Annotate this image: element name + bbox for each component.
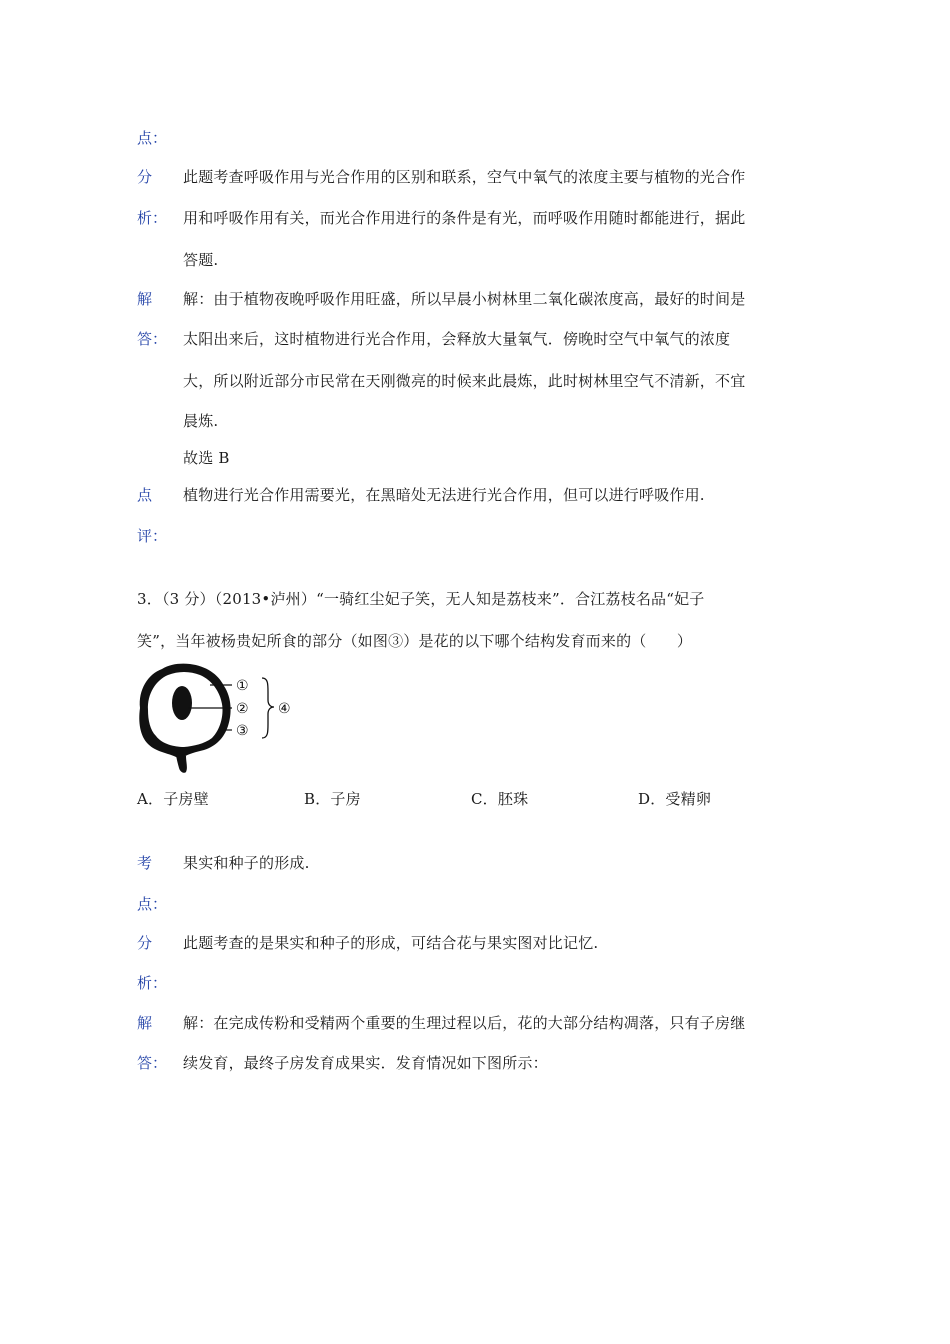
analysis-line-2: 用和呼吸作用有关，而光合作用进行的条件是有光，而呼吸作用随时都能进行，据此 [183, 209, 746, 227]
label-da-2: 答： [137, 1054, 168, 1072]
label-xi-2: 析： [137, 974, 168, 992]
question-3-line-2: 笑”，当年被杨贵妃所食的部分（如图③）是花的以下哪个结构发育而来的（ ） [137, 632, 693, 650]
label-jie: 解 [137, 290, 153, 308]
label-fen-2: 分 [137, 934, 153, 952]
label-kao: 考 [137, 854, 153, 872]
comment-text: 植物进行光合作用需要光，在黑暗处无法进行光合作用，但可以进行呼吸作用. [183, 486, 705, 504]
option-c: C．胚珠 [471, 790, 529, 808]
answer-line-4: 晨炼. [183, 412, 219, 430]
analysis-2-text: 此题考查的是果实和种子的形成，可结合花与果实图对比记忆. [183, 934, 599, 952]
option-b: B．子房 [304, 790, 361, 808]
option-a: A．子房壁 [137, 790, 209, 808]
label-dian-2: 点 [137, 486, 153, 504]
figure-label-3: ③ [236, 723, 249, 739]
figure-label-1: ① [236, 678, 249, 694]
figure-label-4: ④ [278, 701, 291, 717]
label-da: 答： [137, 330, 168, 348]
answer-choice: 故选 B [183, 449, 230, 467]
analysis-line-1: 此题考查呼吸作用与光合作用的区别和联系，空气中氧气的浓度主要与植物的光合作 [183, 168, 746, 186]
answer-2-line-2: 续发育，最终子房发育成果实．发育情况如下图所示： [183, 1054, 548, 1072]
seed-shape [172, 686, 192, 720]
question-3-line-1: 3．（3 分）（2013•泸州）“一骑红尘妃子笑，无人知是荔枝来”．合江荔枝名品“妃子 [137, 590, 705, 608]
label-ping: 评： [137, 527, 168, 545]
analysis-line-3: 答题. [183, 251, 219, 269]
label-fen: 分 [137, 168, 153, 186]
label-xi: 析： [137, 209, 168, 227]
figure-label-2: ② [236, 701, 249, 717]
answer-2-line-1: 解：在完成传粉和受精两个重要的生理过程以后，花的大部分结构凋落，只有子房继 [183, 1014, 746, 1032]
bracket-shape [262, 678, 274, 738]
lychee-section-figure [132, 660, 302, 775]
answer-line-2: 太阳出来后，这时植物进行光合作用，会释放大量氧气．傍晚时空气中氧气的浓度 [183, 330, 731, 348]
topic-text: 果实和种子的形成. [183, 854, 310, 872]
label-jie-2: 解 [137, 1014, 153, 1032]
option-d: D．受精卵 [638, 790, 712, 808]
answer-line-3: 大，所以附近部分市民常在天刚微亮的时候来此晨炼，此时树林里空气不清新，不宜 [183, 372, 746, 390]
answer-line-1: 解：由于植物夜晚呼吸作用旺盛，所以早晨小树林里二氧化碳浓度高，最好的时间是 [183, 290, 746, 308]
label-dian: 点： [137, 129, 168, 147]
label-dian-3: 点： [137, 895, 168, 913]
